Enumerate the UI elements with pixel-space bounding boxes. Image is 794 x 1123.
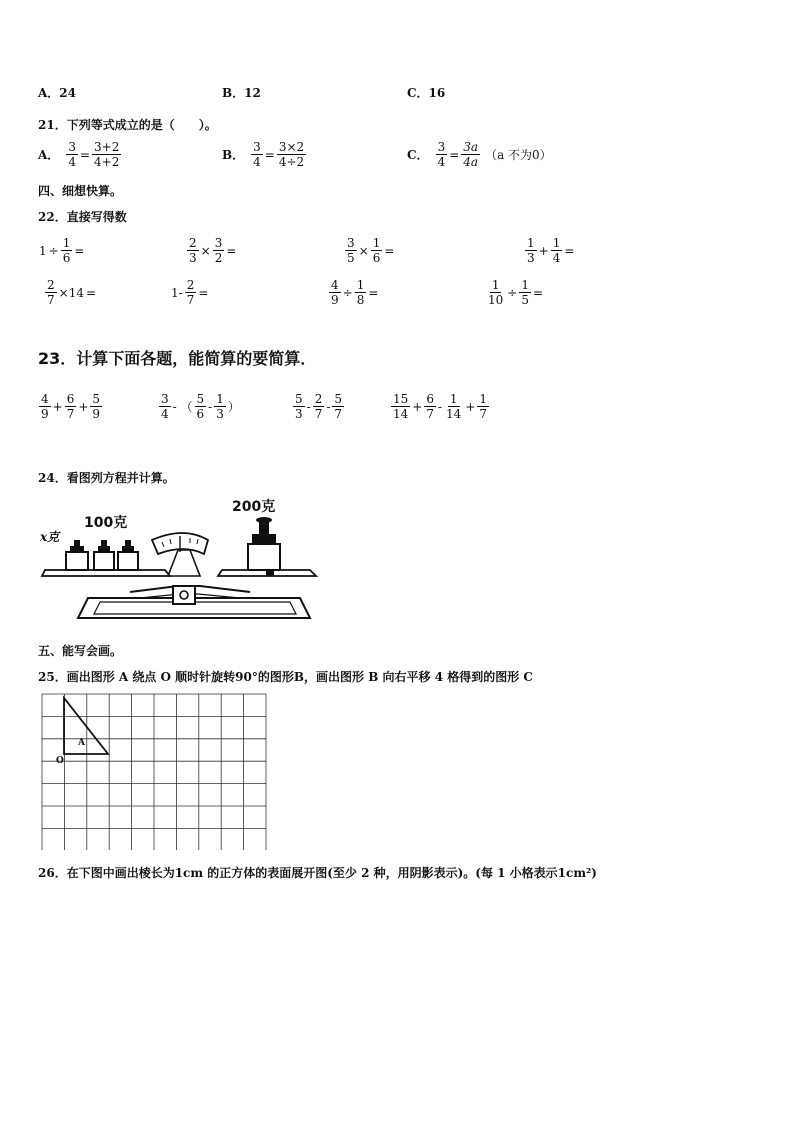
operator: -	[326, 399, 331, 414]
operator: =	[564, 243, 575, 258]
operator: -	[208, 399, 213, 414]
q22-expression	[328, 278, 379, 307]
triangle-a-label: A	[78, 738, 85, 748]
fraction: $\frac{1}{5}$	[521, 278, 529, 307]
fraction: $\frac{5}{9}$	[92, 392, 101, 421]
fraction: $\frac{3}{4}$	[161, 392, 169, 421]
fraction: $\frac{3}{4}$	[68, 140, 76, 169]
q20-option-a: A．24	[38, 86, 77, 100]
section-5-heading: 五、能写会画。	[38, 644, 123, 658]
fraction: $\frac{1}{7}$	[479, 392, 488, 421]
fraction: $\frac{15}{14}$	[393, 392, 409, 421]
q21-title: 21．下列等式成立的是（ ）。	[38, 118, 217, 132]
operator: ÷	[507, 285, 518, 300]
fraction: $\frac{3+2}{4+2}$	[94, 140, 120, 169]
fraction: $\frac{3}{4}$	[253, 140, 261, 169]
x-grams-label: x克	[40, 530, 60, 544]
q26-title: 26．在下图中画出棱长为1cm 的正方体的表面展开图(至少 2 种，用阴影表示)。(每 1 小格表示1cm²)	[38, 866, 597, 880]
operator: 1	[39, 243, 47, 258]
operator: ×	[358, 243, 369, 258]
operator: ÷	[48, 243, 59, 258]
q21-c-label: C．	[407, 148, 429, 162]
fraction: $\frac{1}{6}$	[372, 236, 381, 265]
operator: =	[532, 285, 544, 300]
operator: ÷	[342, 285, 353, 300]
fraction: $\frac{5}{7}$	[334, 392, 343, 421]
fraction: $\frac{3}{2}$	[214, 236, 223, 265]
q22-expression	[186, 236, 237, 265]
operator: =	[85, 285, 97, 300]
operator: +	[538, 243, 549, 258]
fraction: $\frac{1}{3}$	[216, 392, 224, 421]
operator: -	[437, 399, 443, 414]
q23-expression	[292, 392, 345, 421]
fraction: $\frac{3a}{4a}$	[463, 140, 479, 169]
q23-title: 23．计算下面各题，能简算的要简算．	[38, 349, 317, 368]
fraction: $\frac{1}{4}$	[552, 236, 561, 265]
q22-expression	[38, 236, 85, 265]
fraction: $\frac{6}{7}$	[66, 392, 75, 421]
q23-expression	[158, 392, 241, 421]
fraction: $\frac{2}{7}$	[186, 278, 195, 307]
q22-expression	[44, 278, 97, 307]
fraction: $\frac{3}{4}$	[437, 140, 446, 169]
fraction: $\frac{2}{3}$	[189, 236, 197, 265]
200-grams-label: 200克	[232, 499, 276, 515]
section-4-heading: 四、细想快算。	[38, 184, 123, 198]
operator: +	[465, 399, 476, 414]
operator: =	[198, 285, 209, 300]
operator: ）	[227, 400, 240, 414]
q22-expression	[344, 236, 395, 265]
fraction: $\frac{4}{9}$	[41, 392, 49, 421]
operator: +	[412, 399, 423, 414]
fraction: $\frac{3}{5}$	[347, 236, 355, 265]
operator: +	[78, 399, 89, 414]
q21-option-b: B． $\frac{3}{4}$ = $\frac{3\times 2}{4\div 2}$	[222, 140, 305, 169]
fraction: $\frac{2}{7}$	[314, 392, 323, 421]
operator: - （	[172, 400, 193, 414]
operator: ×	[200, 243, 211, 258]
operator: =	[368, 285, 379, 300]
q22-expression	[524, 236, 575, 265]
fraction: $\frac{3\times 2}{4\div 2}$	[278, 140, 305, 169]
operator: 1-	[171, 285, 183, 300]
fraction: $\frac{1}{14}$	[446, 392, 462, 421]
100-grams-label: 100克	[84, 515, 128, 531]
q25-grid	[40, 692, 270, 850]
q23-expression	[38, 392, 103, 421]
fraction: $\frac{1}{8}$	[356, 278, 365, 307]
q22-expression	[170, 278, 209, 307]
q21-c-note: （a 不为0）	[485, 148, 552, 162]
fraction: $\frac{5}{3}$	[295, 392, 303, 421]
q20-option-b: B．12	[222, 86, 261, 100]
operator: ×14	[58, 285, 84, 300]
q25-title: 25．画出图形 A 绕点 O 顺时针旋转90°的图形B，画出图形 B 向右平移 4 格得到的图形 C	[38, 670, 533, 684]
q21-option-a: A． $\frac{3}{4}$ = $\frac{3+2}{4+2}$	[38, 140, 120, 169]
fraction: $\frac{2}{7}$	[47, 278, 55, 307]
operator: =	[74, 243, 85, 258]
q23-expression	[390, 392, 490, 421]
fraction: $\frac{1}{6}$	[62, 236, 71, 265]
fraction: $\frac{1}{3}$	[527, 236, 535, 265]
balance-scale-illustration	[40, 490, 320, 630]
q21-option-c: C． $\frac{3}{4}$ = $\frac{3a}{4a}$ （a 不为0）	[407, 140, 552, 169]
fraction: $\frac{5}{6}$	[196, 392, 205, 421]
q21-a-label: A．	[38, 148, 60, 162]
triangle-a	[64, 698, 108, 754]
operator: -	[306, 399, 311, 414]
q20-option-c: C．16	[407, 86, 446, 100]
fraction: $\frac{6}{7}$	[426, 392, 434, 421]
q22-title: 22．直接写得数	[38, 210, 127, 224]
operator: =	[226, 243, 237, 258]
operator: +	[52, 399, 63, 414]
fraction: $\frac{4}{9}$	[331, 278, 339, 307]
point-o-label: O	[56, 756, 64, 766]
q21-b-label: B．	[222, 148, 245, 162]
fraction: $\frac{1}{10}$	[488, 278, 504, 307]
q22-expression	[485, 278, 544, 307]
q24-title: 24．看图列方程并计算。	[38, 471, 175, 485]
operator: =	[384, 243, 395, 258]
